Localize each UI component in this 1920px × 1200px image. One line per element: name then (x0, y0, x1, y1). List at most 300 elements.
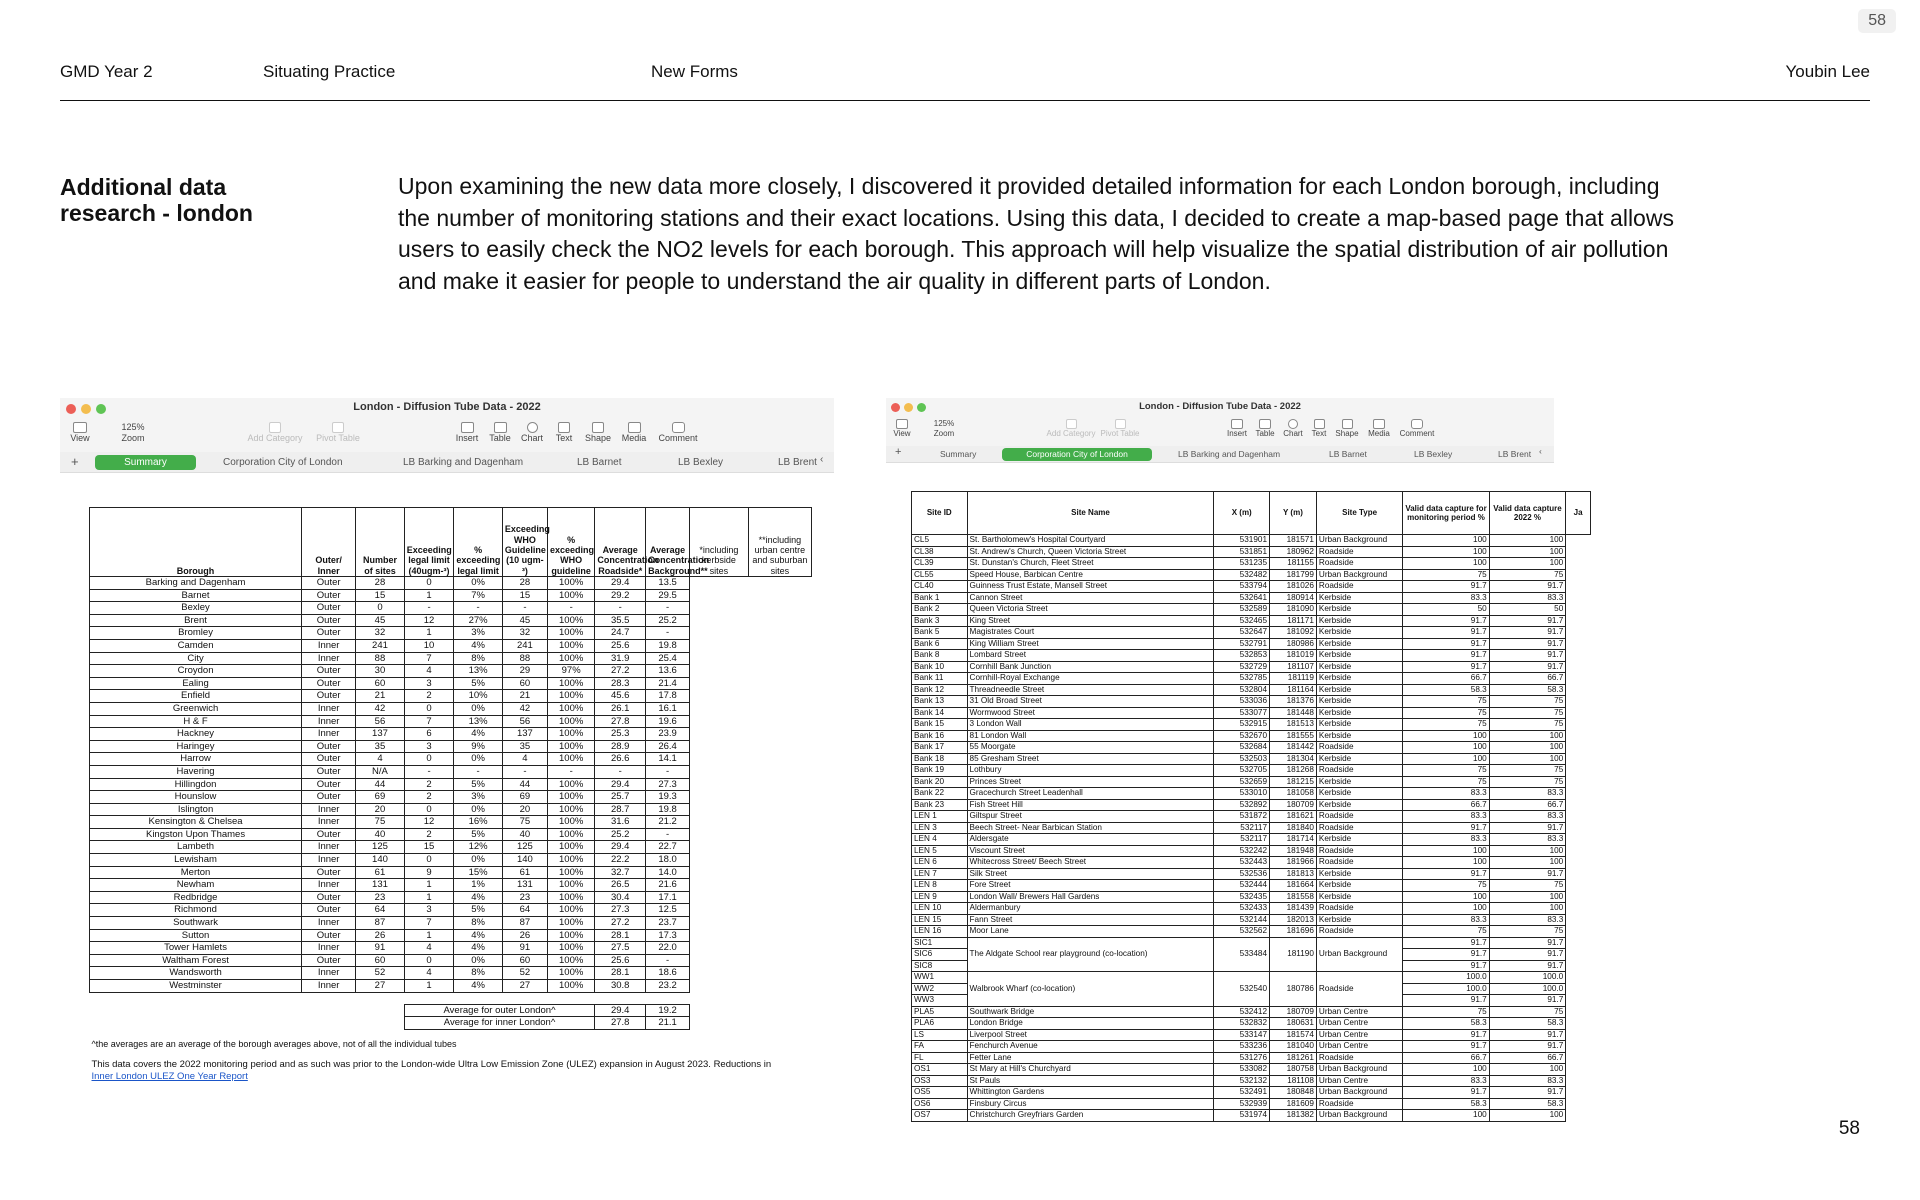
table-cell: 241 (356, 639, 405, 652)
table-cell: - (502, 602, 547, 615)
table-cell: 140 (356, 854, 405, 867)
table-cell: Inner (302, 854, 356, 867)
shape-button[interactable]: Shape (1332, 419, 1362, 438)
site-id-cell: PLA6 (912, 1018, 968, 1030)
table-row (912, 765, 1591, 777)
table-cell: 69 (356, 791, 405, 804)
table-row (912, 742, 1591, 754)
table-cell (748, 702, 811, 715)
text-button[interactable]: Text (1308, 419, 1330, 438)
site-type-cell: Kerbside (1316, 730, 1402, 742)
table-cell: 44 (356, 778, 405, 791)
table-cell (690, 1004, 812, 1017)
table-cell: 66.7 (1489, 1052, 1566, 1064)
site-name-cell: Finsbury Circus (967, 1098, 1214, 1110)
table-row (90, 904, 812, 917)
table-cell (690, 614, 749, 627)
site-type-cell: Kerbside (1316, 627, 1402, 639)
shape-button[interactable]: Shape (581, 422, 615, 443)
add-sheet-icon[interactable]: + (895, 446, 902, 458)
table-row (912, 1006, 1591, 1018)
table-cell: 181513 (1270, 719, 1317, 731)
table-cell: 180962 (1270, 546, 1317, 558)
insert-button[interactable]: Insert (452, 422, 482, 443)
table-cell (690, 942, 749, 955)
table-cell: 58.3 (1489, 1098, 1566, 1110)
table-cell (1566, 960, 1591, 972)
table-cell: 91.7 (1489, 1029, 1566, 1041)
table-cell: Outer (302, 866, 356, 879)
table-cell: 532435 (1214, 891, 1270, 903)
table-cell: Hounslow (90, 791, 302, 804)
comment-button[interactable]: Comment (1396, 419, 1438, 438)
table-cell (690, 690, 749, 703)
table-cell: 532491 (1214, 1087, 1270, 1099)
media-button[interactable]: Media (617, 422, 651, 443)
table-button[interactable]: Table (485, 422, 515, 443)
table-button[interactable]: Table (1252, 419, 1278, 438)
add-category-button[interactable]: Add Category (240, 422, 310, 443)
tab-lb-barking-and-dagenham[interactable]: LB Barking and Dagenham (1178, 449, 1281, 459)
table-cell: 100% (547, 690, 594, 703)
table-cell: 27.2 (595, 917, 646, 930)
text-icon (1314, 419, 1325, 429)
table-cell: 532242 (1214, 845, 1270, 857)
table-cell: 100% (547, 841, 594, 854)
site-id-cell: LEN 1 (912, 811, 968, 823)
window-title: London - Diffusion Tube Data - 2022 (353, 401, 541, 413)
site-name-cell: Aldersgate (967, 834, 1214, 846)
table-cell: - (646, 954, 690, 967)
table-cell: 28.1 (595, 967, 646, 980)
site-name-cell: Lombard Street (967, 650, 1214, 662)
table-cell: 15 (502, 589, 547, 602)
table-cell: 12 (404, 614, 454, 627)
table-icon (494, 422, 507, 433)
table-row (90, 816, 812, 829)
chart-icon (1288, 419, 1298, 429)
table-cell: 100.0 (1403, 983, 1489, 995)
chart-button[interactable]: Chart (517, 422, 547, 443)
table-cell: Redbridge (90, 891, 302, 904)
table-cell: 22.7 (646, 841, 690, 854)
column-header: % exceeding legal limit (454, 508, 503, 577)
table-cell: 0% (454, 803, 503, 816)
table-cell (1566, 1075, 1591, 1087)
site-id-cell: CL5 (912, 535, 968, 547)
table-row (912, 903, 1591, 915)
site-id-cell: PLA5 (912, 1006, 968, 1018)
table-cell: 532117 (1214, 822, 1270, 834)
site-id-cell: Bank 23 (912, 799, 968, 811)
table-cell: Haringey (90, 740, 302, 753)
table-row (912, 788, 1591, 800)
site-id-cell: OS3 (912, 1075, 968, 1087)
site-type-cell: Urban Centre (1316, 1029, 1402, 1041)
insert-button[interactable]: Insert (1224, 419, 1250, 438)
site-name-cell: Lothbury (967, 765, 1214, 777)
table-cell: 26 (502, 929, 547, 942)
tab-lb-bexley[interactable]: LB Bexley (1414, 449, 1453, 459)
table-cell (690, 702, 749, 715)
table-cell: 91.7 (1403, 949, 1489, 961)
table-cell: Inner (302, 879, 356, 892)
table-cell: 100% (547, 803, 594, 816)
table-cell: 25.6 (595, 639, 646, 652)
table-cell: 181439 (1270, 903, 1317, 915)
table-cell: 20 (356, 803, 405, 816)
sheet-tabs (886, 446, 1554, 463)
average-row (90, 1004, 812, 1017)
site-type-cell: Kerbside (1316, 891, 1402, 903)
table-cell: 60 (502, 677, 547, 690)
table-cell: 91.7 (1403, 650, 1489, 662)
table-row (912, 707, 1591, 719)
table-cell: 100% (547, 967, 594, 980)
table-cell: 532804 (1214, 684, 1270, 696)
table-cell: 75 (1403, 926, 1489, 938)
site-id-cell: SIC6 (912, 949, 968, 961)
spreadsheet-screenshot-summary (60, 398, 834, 1148)
table-cell: Merton (90, 866, 302, 879)
table-row (912, 730, 1591, 742)
site-name-cell: Moor Lane (967, 926, 1214, 938)
table-row (912, 1064, 1591, 1076)
table-cell: - (595, 765, 646, 778)
chevron-left-icon[interactable]: ‹ (1539, 446, 1542, 456)
chevron-left-icon[interactable]: ‹ (820, 454, 824, 465)
table-cell: 4 (502, 753, 547, 766)
table-cell: 181092 (1270, 627, 1317, 639)
table-cell: 181376 (1270, 696, 1317, 708)
table-cell: 100 (1489, 558, 1566, 570)
table-cell: 58.3 (1489, 684, 1566, 696)
table-cell: 27% (454, 614, 503, 627)
site-id-cell: WW3 (912, 995, 968, 1007)
table-cell (748, 854, 811, 867)
table-cell: 1% (454, 879, 503, 892)
table-cell: 100% (547, 828, 594, 841)
footnote: ^the averages are an average of the borough averages above, not of all the individual tubes (91, 1038, 457, 1049)
table-row (90, 715, 812, 728)
add-category-button[interactable]: Add Category (1041, 419, 1101, 438)
column-header: Outer/ Inner (302, 508, 356, 577)
table-cell: 75 (1403, 569, 1489, 581)
table-cell: 100% (547, 778, 594, 791)
table-cell: 91.7 (1403, 1041, 1489, 1053)
table-cell (690, 765, 749, 778)
table-cell: Inner (302, 728, 356, 741)
table-cell (1566, 650, 1591, 662)
table-cell: 181164 (1270, 684, 1317, 696)
table-cell: 532729 (1214, 661, 1270, 673)
table-cell: Walbrook Wharf (co-location) (967, 972, 1214, 1007)
pivot-table-button[interactable]: Pivot Table (308, 422, 368, 443)
site-type-cell: Roadside (1316, 1052, 1402, 1064)
table-cell: 180986 (1270, 638, 1317, 650)
table-cell (748, 954, 811, 967)
table-cell (90, 992, 812, 1004)
table-row (912, 1075, 1591, 1087)
site-id-cell: Bank 13 (912, 696, 968, 708)
tab-lb-barnet[interactable]: LB Barnet (577, 457, 622, 468)
table-cell: 532853 (1214, 650, 1270, 662)
site-type-cell: Kerbside (1316, 707, 1402, 719)
tab-summary[interactable]: Summary (95, 455, 196, 470)
sheet-tabs (60, 452, 834, 473)
table-cell: Enfield (90, 690, 302, 703)
table-cell: Outer (302, 665, 356, 678)
table-cell: Kensington & Chelsea (90, 816, 302, 829)
table-cell: 22.0 (646, 942, 690, 955)
table-cell: 532482 (1214, 569, 1270, 581)
table-cell: 241 (502, 639, 547, 652)
table-cell (748, 602, 811, 615)
table-cell (748, 904, 811, 917)
table-cell: 181571 (1270, 535, 1317, 547)
table-cell: 181261 (1270, 1052, 1317, 1064)
site-id-cell: LEN 10 (912, 903, 968, 915)
table-cell (90, 1029, 812, 1039)
table-cell: 91.7 (1403, 1029, 1489, 1041)
table-cell: 1 (404, 627, 454, 640)
site-type-cell: Roadside (1316, 546, 1402, 558)
chart-button[interactable]: Chart (1280, 419, 1306, 438)
table-cell: 181268 (1270, 765, 1317, 777)
table-cell (690, 627, 749, 640)
site-type-cell: Kerbside (1316, 684, 1402, 696)
table-cell: 532670 (1214, 730, 1270, 742)
table-cell: Hackney (90, 728, 302, 741)
table-cell: - (547, 602, 594, 615)
table-cell: 533077 (1214, 707, 1270, 719)
table-cell: 100 (1403, 742, 1489, 754)
site-id-cell: LEN 8 (912, 880, 968, 892)
table-cell: 58.3 (1403, 684, 1489, 696)
section-description (398, 171, 1728, 297)
table-cell: Inner (302, 967, 356, 980)
zoom-button[interactable]: 125% Zoom (121, 422, 145, 443)
table-cell: - (502, 765, 547, 778)
table-cell (1566, 1087, 1591, 1099)
table-cell: 17.8 (646, 690, 690, 703)
table-cell (748, 677, 811, 690)
table-cell: Croydon (90, 665, 302, 678)
table-cell: 25.7 (595, 791, 646, 804)
table-cell: 100% (547, 715, 594, 728)
table-row (912, 834, 1591, 846)
table-cell: 532647 (1214, 627, 1270, 639)
table-cell (690, 791, 749, 804)
table-cell: 91.7 (1403, 868, 1489, 880)
table-cell: 100% (547, 866, 594, 879)
description-line: users to easily check the NO2 levels for each borough. This approach will help visualize the spatial distribution of air pollution (398, 236, 1669, 262)
table-cell: Outer (302, 904, 356, 917)
table-cell: 1 (404, 879, 454, 892)
table-cell: 100% (547, 627, 594, 640)
ulez-report-link[interactable]: Inner London ULEZ One Year Report (91, 1070, 248, 1082)
site-id-cell: LEN 5 (912, 845, 968, 857)
table-cell: 1 (404, 929, 454, 942)
table-cell: 532536 (1214, 868, 1270, 880)
table-cell: 100% (547, 816, 594, 829)
site-id-cell: OS5 (912, 1087, 968, 1099)
table-cell: 0% (454, 577, 503, 590)
table-cell: 3 (404, 677, 454, 690)
table-cell: 100% (547, 577, 594, 590)
tab-lb-brent[interactable]: LB Brent (1498, 449, 1532, 459)
site-name-cell: King Street (967, 615, 1214, 627)
site-name-cell: Queen Victoria Street (967, 604, 1214, 616)
table-row (90, 1029, 812, 1039)
column-header: Borough (90, 508, 302, 577)
table-cell: 66.7 (1403, 673, 1489, 685)
table-cell: 100 (1403, 535, 1489, 547)
description-line: Upon examining the new data more closely, I discovered it provided detailed information for each London borough, including (398, 173, 1660, 199)
site-name-cell: London Bridge (967, 1018, 1214, 1030)
tab-lb-brent[interactable]: LB Brent (778, 457, 817, 468)
table-cell: 91.7 (1489, 638, 1566, 650)
table-cell: 66.7 (1403, 799, 1489, 811)
site-type-cell: Roadside (1316, 581, 1402, 593)
site-id-cell: CL55 (912, 569, 968, 581)
table-row (90, 929, 812, 942)
table-cell (690, 967, 749, 980)
table-cell: Outer (302, 954, 356, 967)
table-cell: Outer (302, 778, 356, 791)
site-name-cell: Fore Street (967, 880, 1214, 892)
table-cell: 75 (1403, 1006, 1489, 1018)
table-cell: 7 (404, 715, 454, 728)
table-cell: 21.6 (646, 879, 690, 892)
table-cell: 532562 (1214, 926, 1270, 938)
table-row (90, 753, 812, 766)
site-name-cell: St Pauls (967, 1075, 1214, 1087)
table-cell: 31.6 (595, 816, 646, 829)
table-cell: 181171 (1270, 615, 1317, 627)
table-cell: 0% (454, 702, 503, 715)
media-icon (628, 422, 641, 433)
table-row (90, 677, 812, 690)
add-sheet-icon[interactable]: + (71, 454, 79, 469)
tab-lb-bexley[interactable]: LB Bexley (678, 457, 724, 468)
table-cell: 26.5 (595, 879, 646, 892)
table-cell: Outer (302, 602, 356, 615)
table-cell: 27.5 (595, 942, 646, 955)
table-cell: - (646, 627, 690, 640)
table-cell: 26.4 (646, 740, 690, 753)
table-cell (748, 942, 811, 955)
site-name-cell: Magistrates Court (967, 627, 1214, 639)
table-cell: 531276 (1214, 1052, 1270, 1064)
table-cell: 17.1 (646, 891, 690, 904)
site-id-cell: LEN 9 (912, 891, 968, 903)
table-cell (1566, 753, 1591, 765)
site-type-cell: Roadside (1316, 558, 1402, 570)
site-table-header (912, 492, 1591, 535)
table-cell: Havering (90, 765, 302, 778)
tab-lb-barnet[interactable]: LB Barnet (1329, 449, 1367, 459)
table-cell: Inner (302, 639, 356, 652)
table-cell (1566, 949, 1591, 961)
zoom-button[interactable]: 125% Zoom (933, 419, 955, 438)
table-cell (1566, 604, 1591, 616)
tab-corporation-city-of-london[interactable]: Corporation City of London (1002, 448, 1152, 461)
site-name-cell: Silk Street (967, 868, 1214, 880)
table-cell: 100 (1489, 891, 1566, 903)
site-id-cell: LS (912, 1029, 968, 1041)
table-cell (690, 917, 749, 930)
table-cell: 60 (356, 954, 405, 967)
table-cell: 44 (502, 778, 547, 791)
table-cell: 10 (404, 639, 454, 652)
summary-table (89, 507, 812, 1083)
view-button[interactable]: View (892, 419, 912, 438)
table-cell: 87 (356, 917, 405, 930)
comment-button[interactable]: Comment (655, 422, 701, 443)
tab-lb-barking-and-dagenham[interactable]: LB Barking and Dagenham (403, 457, 524, 468)
table-cell: 0% (454, 753, 503, 766)
text-button[interactable]: Text (549, 422, 579, 443)
table-row (912, 673, 1591, 685)
table-cell: 181609 (1270, 1098, 1317, 1110)
site-type-cell: Kerbside (1316, 753, 1402, 765)
table-cell: 56 (356, 715, 405, 728)
table-cell: 52 (502, 967, 547, 980)
table-cell: 1 (404, 980, 454, 993)
insert-icon (461, 422, 474, 433)
site-type-cell: Kerbside (1316, 834, 1402, 846)
table-cell: 100 (1403, 845, 1489, 857)
table-row (912, 1098, 1591, 1110)
table-cell: 181090 (1270, 604, 1317, 616)
table-cell: Outer (302, 740, 356, 753)
table-cell (690, 728, 749, 741)
table-cell: 29.4 (595, 778, 646, 791)
table-cell: Lambeth (90, 841, 302, 854)
table-cell (1566, 937, 1591, 949)
table-cell (1566, 857, 1591, 869)
table-cell: Inner (302, 917, 356, 930)
table-cell: 181813 (1270, 868, 1317, 880)
table-row (912, 627, 1591, 639)
table-cell (1566, 1041, 1591, 1053)
table-cell (690, 841, 749, 854)
tab-summary[interactable]: Summary (940, 449, 977, 459)
media-button[interactable]: Media (1364, 419, 1394, 438)
site-name-cell: Wormwood Street (967, 707, 1214, 719)
table-row (90, 1039, 812, 1051)
table-cell: 4 (356, 753, 405, 766)
table-cell: 21 (356, 690, 405, 703)
table-cell: 9% (454, 740, 503, 753)
table-cell: 100 (1403, 546, 1489, 558)
table-cell: 181026 (1270, 581, 1317, 593)
table-cell: 0 (404, 753, 454, 766)
pivot-table-button[interactable]: Pivot Table (1096, 419, 1144, 438)
table-cell: 100 (1403, 558, 1489, 570)
tab-corporation-city-of-london[interactable]: Corporation City of London (223, 457, 343, 468)
table-cell (1566, 742, 1591, 754)
table-row (912, 937, 1591, 949)
view-button[interactable]: View (68, 422, 92, 443)
table-row (90, 967, 812, 980)
table-cell (748, 639, 811, 652)
average-background: 21.1 (646, 1017, 690, 1030)
table-cell: 18.0 (646, 854, 690, 867)
table-cell: 75 (1403, 765, 1489, 777)
table-cell: 100% (547, 854, 594, 867)
